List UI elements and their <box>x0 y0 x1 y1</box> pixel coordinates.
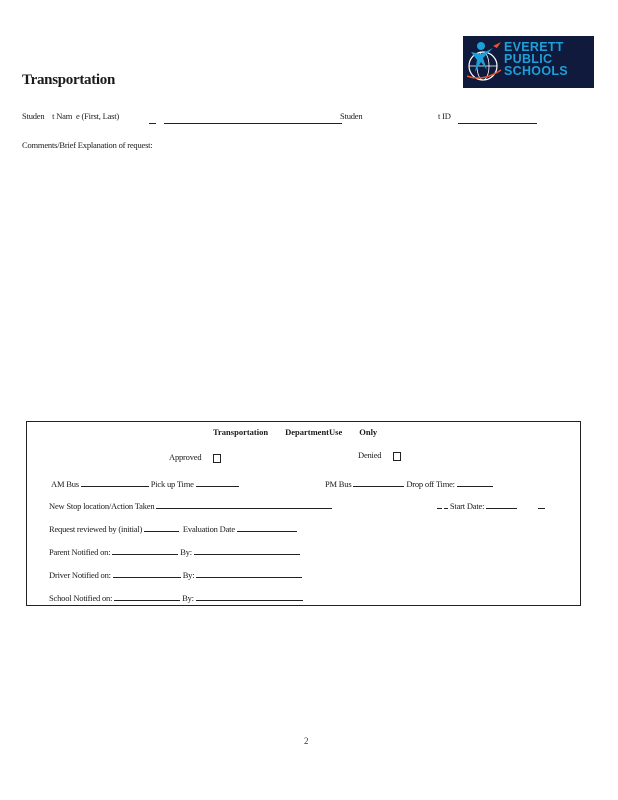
school-logo <box>463 36 594 88</box>
student-id-label-start: Studen <box>340 111 363 121</box>
parent-notified-row[interactable]: Parent Notified on: By: <box>49 545 300 557</box>
denied-checkbox[interactable] <box>393 452 401 461</box>
student-name-label: Studen t Nam e (First, Last) <box>22 111 120 121</box>
student-id-label-end: t ID <box>438 111 451 121</box>
reviewed-row[interactable]: Request reviewed by (initial) Evaluation Date <box>49 522 297 534</box>
student-name-field[interactable] <box>149 111 342 129</box>
pm-bus-row[interactable]: PM Bus Drop off Time: <box>325 477 493 489</box>
approved-option[interactable]: Approved <box>169 452 221 463</box>
new-stop-row[interactable]: New Stop location/Action Taken <box>49 499 332 511</box>
am-bus-row[interactable]: AM Bus Pick up Time <box>51 477 239 489</box>
page-number: 2 <box>304 736 309 746</box>
approved-checkbox[interactable] <box>213 454 221 463</box>
page-title: Transportation <box>22 72 116 88</box>
student-id-field[interactable] <box>458 111 537 129</box>
school-notified-row[interactable]: School Notified on: By: <box>49 591 303 603</box>
globe-figure-icon <box>463 36 503 88</box>
start-date-row[interactable]: Start Date: <box>437 499 545 511</box>
office-use-box <box>26 421 581 606</box>
denied-option[interactable]: Denied <box>358 450 401 461</box>
driver-notified-row[interactable]: Driver Notified on: By: <box>49 568 302 580</box>
comments-label: Comments/Brief Explanation of request: <box>22 140 153 150</box>
logo-text: EVERETT PUBLIC SCHOOLS <box>504 40 568 78</box>
office-use-heading: Transportation DepartmentUse Only <box>213 427 378 437</box>
